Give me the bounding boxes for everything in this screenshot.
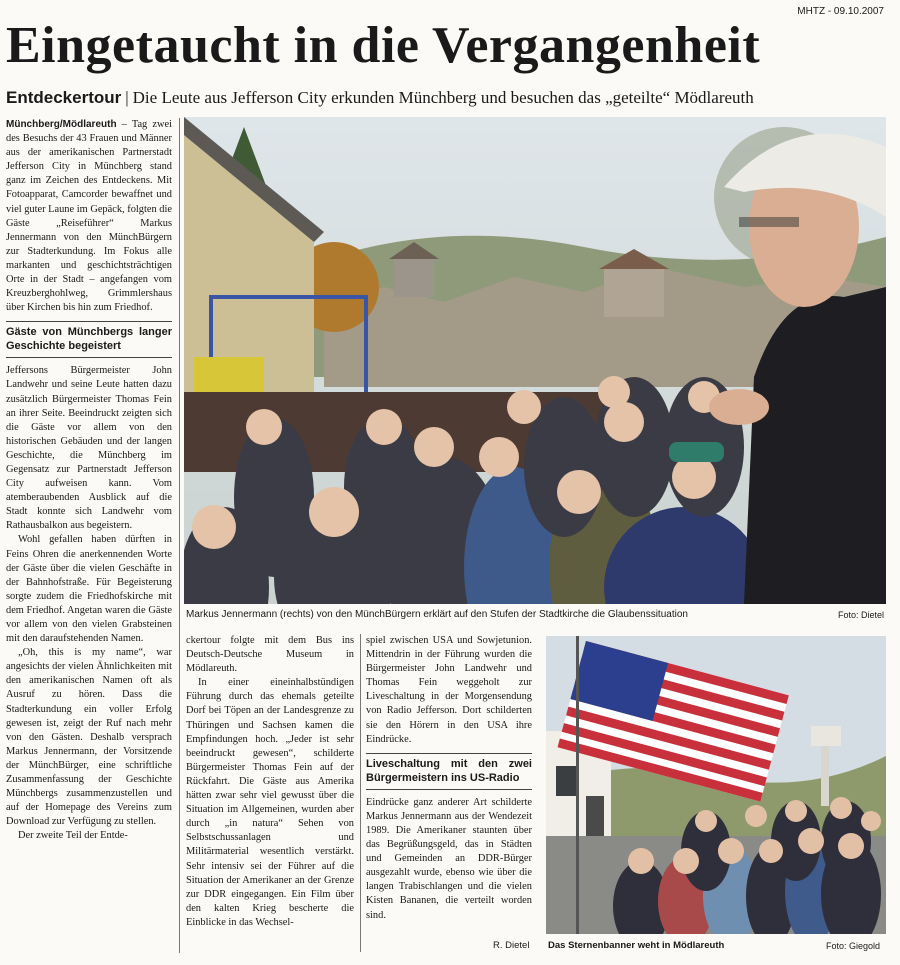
dek-kicker: Entdeckertour	[6, 88, 122, 107]
column-divider	[360, 634, 361, 952]
dateline: Münchberg/Mödlareuth	[6, 119, 117, 130]
paragraph: „Oh, this is my name“, war angesichts der vielen Ähnlichkeiten mit den amerikanischen Namen oft als Ausruf zu hören. Dass die Stadterkundung ein voller Erfolg gewesen ist, zeigt der Ruf nach mehr von den Gästen. Deshalb versprach Markus Jennermann, der Vorsitzende der MünchBürger, eine schriftliche Zusammenfassung der Geschichte Münchbergs zusammenzustellen und auf der Homepage des Vereins zum Download zur Verfügung zu stellen.	[6, 647, 172, 828]
main-photo	[184, 117, 886, 604]
paragraph: spiel zwischen USA und Sowjetunion. Mittendrin in der Führung wurden die Bürgermeister John Landwehr und Thomas Fein weggeholt zur Liveschaltung in der Morgensendung von Radio Jefferson. Dort schilderten sie den Hörern in den USA ihre Eindrücke.	[366, 635, 532, 745]
paragraph: ckertour folgte mit dem Bus ins Deutsch-Deutsche Museum in Mödlareuth.	[186, 635, 354, 675]
paragraph: Der zweite Teil der Entde-	[18, 830, 128, 842]
article-column-2	[186, 634, 354, 930]
article-column-1	[6, 118, 172, 844]
flag-photo	[546, 636, 886, 934]
source-stamp: MHTZ - 09.10.2007	[797, 6, 884, 17]
flag-photo-caption: Das Sternenbanner weht in Mödlareuth	[548, 940, 725, 951]
flag-photo-image	[546, 636, 886, 934]
column-divider	[179, 118, 180, 953]
article-column-3	[366, 634, 532, 923]
paragraph: Jeffersons Bürgermeister John Landwehr und seine Leute hatten dazu zusätzlich Bürgermeister Thomas Fein an ihrer Seite. Beeindruckt zeigten sich die Gäste vor allem von den historischen Gebäuden und der langen Geschichte, die Münchberg im Gegensatz zur Partnerstadt Jefferson City aufweisen kann. Vom atemberaubenden Ausblick auf die Stadt konnte sich Landwehr vom Rathausbalkon aus begeistern.	[6, 365, 172, 532]
lead-paragraph: – Tag zwei des Besuchs der 43 Frauen und Männer aus der amerikanischen Partnerstadt Jefferson City in Münchberg stand ganz im Zeichen des Entdeckens. Mit Fotoapparat, Camcorder bewaffnet und viel guter Laune im Gepäck, folgten die Gäste „Reiseführer“ Markus Jennermann von den MünchBürgern zur Stadterkundung. Im Fokus alle markanten und geschichtsträchtigen Orte in der Stadt – angefangen vom Kreuzberghohlweg, Grimmlershaus über Kirchen bis hin zum Friedhof.	[6, 119, 172, 314]
paragraph: Wohl gefallen haben dürften in Feins Ohren die anerkennenden Worte der Gäste über die vielen Geschäfte in der Bahnhofstraße. Für Begeisterung sorgte zudem die Friedhofskirche mit dem Friedhof. Angetan waren die Gäste vor allem von den vielen Grabsteinen mit den daraufstehenden Namen.	[6, 534, 172, 645]
dek	[6, 88, 754, 108]
paragraph: In einer eineinhalbstündigen Führung durch das ehemals geteilte Dorf bei Töpen an der Landesgrenze zu Thüringen und Sachsen kamen die Empfindungen hoch. „Jeder ist sehr beeindruckt gewesen“, schilderte Bürgermeister Thomas Fein auf der Rückfahrt. Die Gäste aus Amerika hätten zwar sehr viel gewusst über die Situation im Allgemeinen, wurden aber durch „in natura“ Sehen von Selbstschussanlagen und Militärmaterial wesentlich verstärkt. Sehr intensiv sei der Führer auf die Situation der Amerikaner an der Grenze zur DDR eingegangen. Ein Film über den kalten Krieg bescherte die Einblicke in das Wechsel-	[186, 677, 354, 928]
dek-separator: |	[125, 88, 129, 107]
dek-text: Die Leute aus Jefferson City erkunden Münchberg und besuchen das „geteilte“ Mödlareuth	[132, 88, 754, 107]
main-photo-caption: Markus Jennermann (rechts) von den MünchBürgern erklärt auf den Stufen der Stadtkirche die Glaubenssituation	[186, 609, 688, 620]
main-photo-image	[184, 117, 886, 604]
headline: Eingetaucht in die Vergangenheit	[6, 17, 761, 74]
main-photo-credit: Foto: Dietel	[838, 610, 885, 620]
subhead-2: Liveschaltung mit den zwei Bürgermeistern ins US-Radio	[366, 753, 532, 790]
subhead-1: Gäste von Münchbergs langer Geschichte begeistert	[6, 321, 172, 358]
paragraph: Eindrücke ganz anderer Art schilderte Markus Jennermann aus der Wendezeit 1989. Die Amerikaner staunten über das Begrüßungsgeld, das in Städten und Gemeinden an DDR-Bürger ausgezahlt wurde, ebenso wie über die langen Trabischlangen und die vielen Kisten Bananen, die verteilt worden sind.	[366, 796, 532, 921]
author-credit: R. Dietel	[493, 940, 530, 951]
flag-photo-credit: Foto: Giegold	[826, 941, 881, 951]
